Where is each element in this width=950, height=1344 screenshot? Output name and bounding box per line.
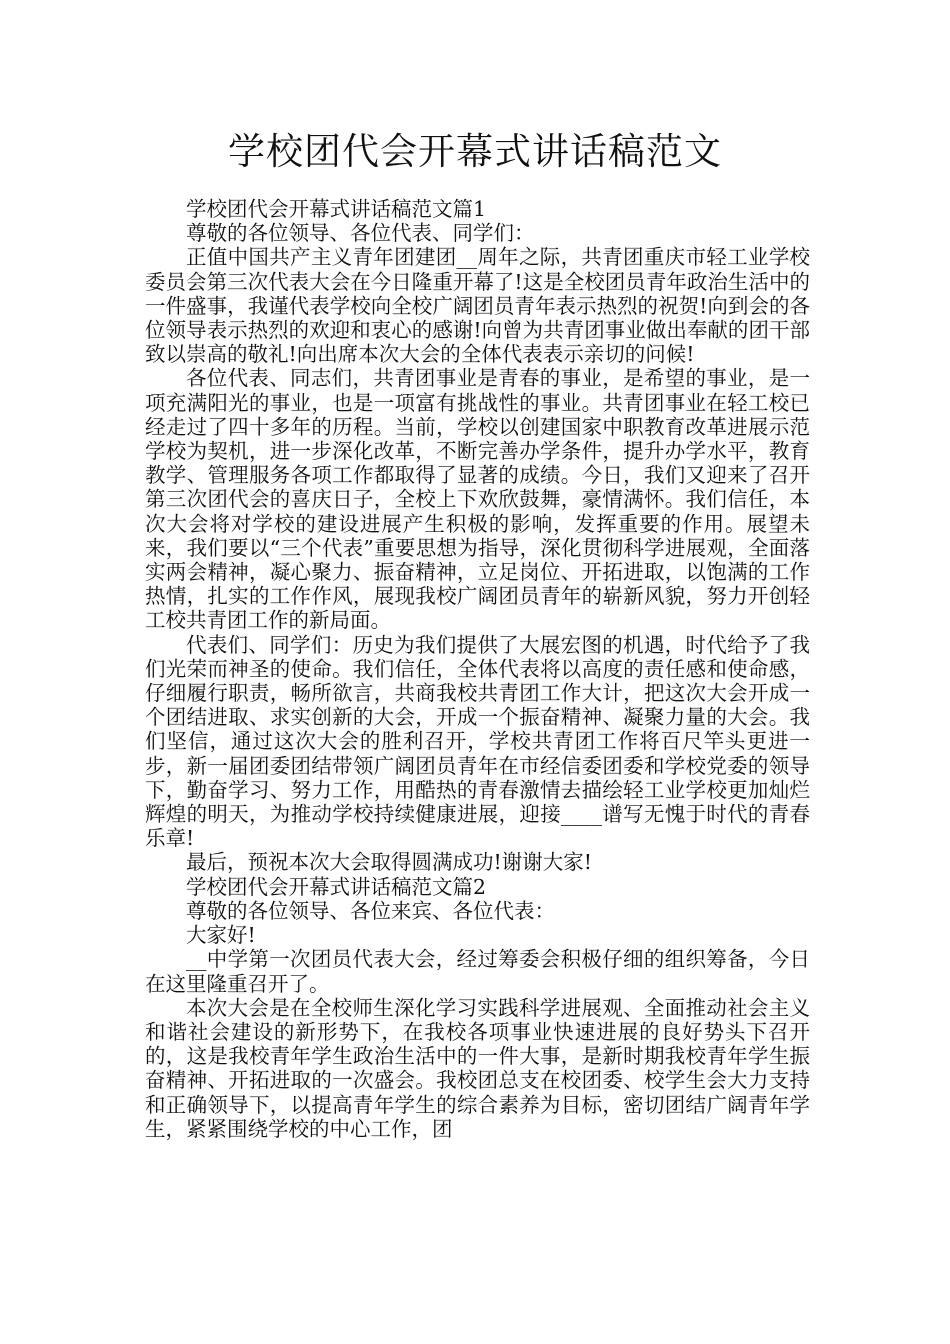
paragraph: 正值中国共产主义青年团建团__周年之际，共青团重庆市轻工业学校委员会第三次代表大会在今日隆重开幕了!这是全校团员青年政治生活中的一件盛事，我谨代表学校向全校广阔团员青年表示热烈的祝贺!向到会的各位领导表示热烈的欢迎和衷心的感谢!向曾为共青团事业做出奉献的团干部致以崇高的敬礼!向出席本次大会的全体代表表示亲切的问候! [145,245,810,367]
paragraph-section-heading-2: 学校团代会开幕式讲话稿范文篇2 [186,874,487,899]
document-title: 学校团代会开幕式讲话稿范文 [228,130,722,173]
paragraph-salutation-1: 尊敬的各位领导、各位代表、同学们： [186,221,535,246]
paragraph-closing: 最后，预祝本次大会取得圆满成功!谢谢大家! [186,850,592,875]
paragraph: 本次大会是在全校师生深化学习实践科学进展观、全面推动社会主义和谐社会建设的新形势下，在我校各项事业快速进展的良好势头下召开的，这是我校青年学生政治生活中的一件大事，是新时期我校青年学生振奋精神、开拓进取的一次盛会。我校团总支在校团委、校学生会大力支持和正确领导下，以提高青年学生的综合素养为目标，密切团结广阔青年学生，紧紧围绕学校的中心工作，团 [145,995,810,1141]
paragraph: 各位代表、同志们，共青团事业是青春的事业，是希望的事业，是一项充满阳光的事业，也是一项富有挑战性的事业。共青团事业在轻工校已经走过了四十多年的历程。当前，学校以创建国家中职教育改革进展示范学校为契机，进一步深化改革，不断完善办学条件，提升办学水平，教育教学、管理服务各项工作都取得了显著的成绩。今日，我们又迎来了召开第三次团代会的喜庆日子，全校上下欢欣鼓舞，豪情满怀。我们信任，本次大会将对学校的建设进展产生积极的影响，发挥重要的作用。展望未来，我们要以“三个代表”重要思想为指导，深化贯彻科学进展观，全面落实两会精神，凝心聚力、振奋精神，立足岗位、开拓进取，以饱满的工作热情，扎实的工作作风，展现我校广阔团员青年的崭新风貌，努力开创轻工校共青团工作的新局面。 [145,366,810,633]
paragraph-greeting: 大家好! [186,923,256,948]
paragraph-salutation-2: 尊敬的各位领导、各位来宾、各位代表： [186,898,555,923]
paragraph: 代表们、同学们：历史为我们提供了大展宏图的机遇，时代给予了我们光荣而神圣的使命。我们信任，全体代表将以高度的责任感和使命感，仔细履行职责，畅所欲言，共商我校共青团工作大计，把这次大会开成一个团结进取、求实创新的大会，开成一个振奋精神、凝聚力量的大会。我们坚信，通过这次大会的胜利召开，学校共青团工作将百尺竿头更进一步，新一届团委团结带领广阔团员青年在市经信委团委和学校党委的领导下，勤奋学习、努力工作，用酷热的青春激情去描绘轻工业学校更加灿烂辉煌的明天，为推动学校持续健康进展，迎接____谱写无愧于时代的青春乐章! [145,632,810,851]
paragraph-section-heading-1: 学校团代会开幕式讲话稿范文篇1 [186,197,487,221]
paragraph: __中学第一次团员代表大会，经过筹委会积极仔细的组织筹备，今日在这里隆重召开了。 [145,947,810,996]
document-body [145,197,810,1141]
